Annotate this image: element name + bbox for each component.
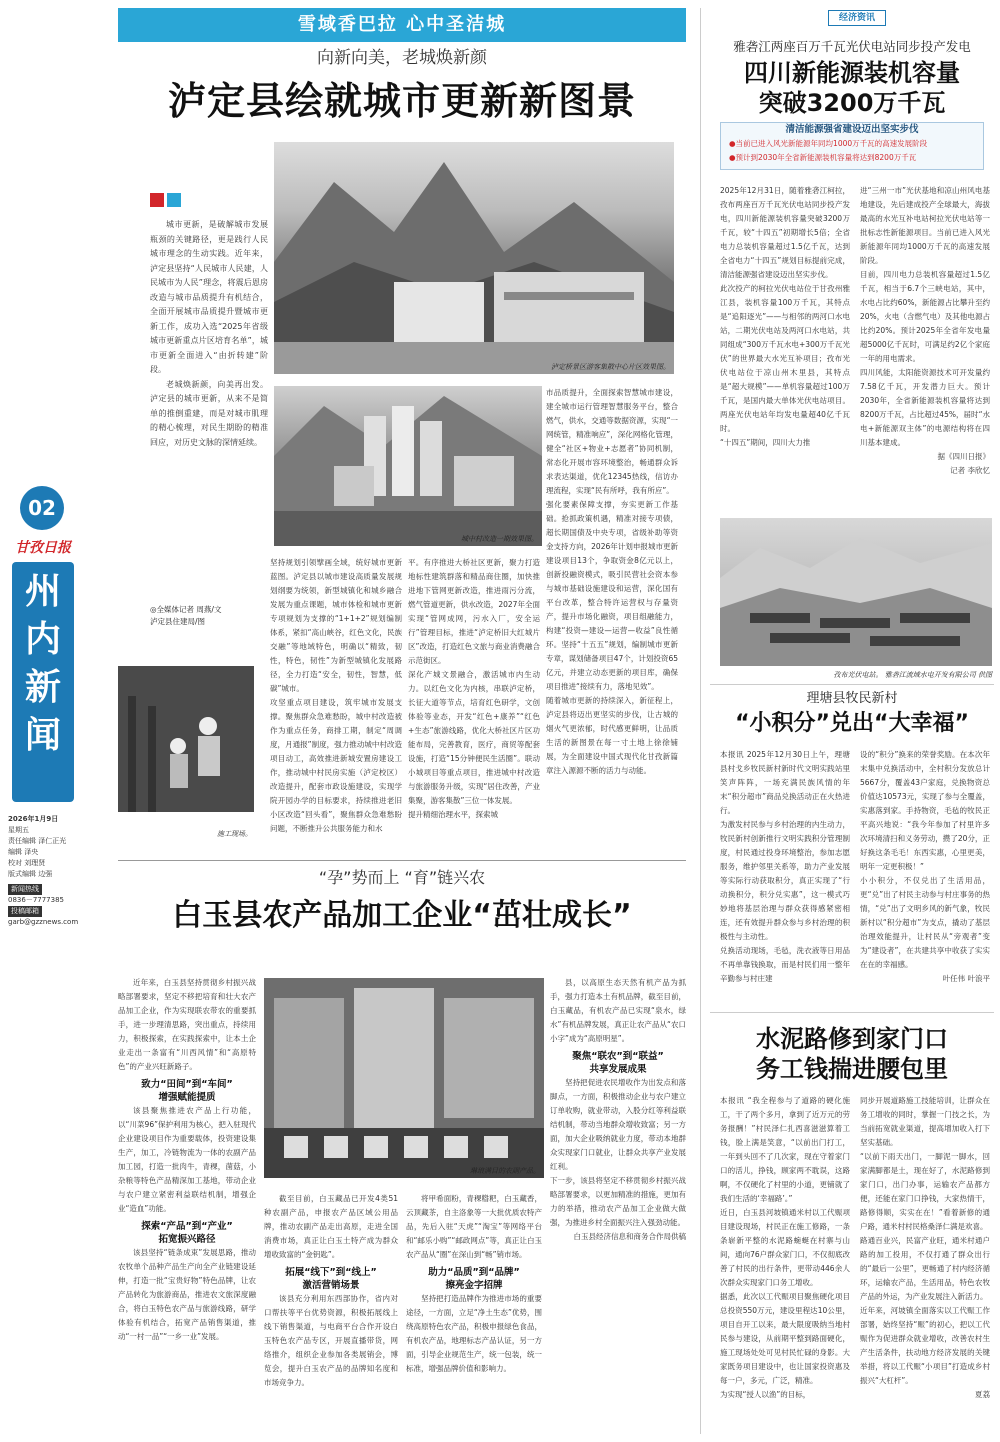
hotline: 0836－7777385 [8,896,64,904]
divider [710,1012,994,1013]
road-title: 水泥路修到家门口 [756,1025,948,1053]
lead-col-a: 坚持规划引领擘画全域，统好城市更新蓝图。泸定县以城市建设高质量发展规划纲要为统领，新型城镇化和城乡融合发展为重点课题，城市体检和城市更新专项规划为支撑的“1+1+2”规划编制体系，紧扣“高山峡谷，红色文化，民族交融”等地域特色，明确以“精致，韧性，特色，韧性”为新型城镇化发展路径，全力打造“安全，韧性，智慧，低碳”城市。 攻坚重点项目建设，筑牢城市发展支撑。聚焦群众急难愁盼，城中村改造被作为重点任务，商排工期，制定“周调度，月通报”制度，强力推动城中村改造项目动工，高效推进新城安置房建设工作，推动城中村民房实施（泸定校区）改造提升，配套市政设施建设，实现学院开园办学的目标要求，持续推进老旧小区改造“回头看”，聚焦群众急难愁盼问题，不断推升公共服务能力和水 [270,558,402,833]
divider [118,860,686,861]
blue-tag [167,193,181,207]
subhead: 共享发展成果 [589,1064,647,1075]
town-render-illustration [274,142,674,374]
bottom-col-a: 近年来，白玉县坚持贯彻乡村振兴战略部署要求，坚定不移把培育和壮大农产品加工企业，作为实现联农带农的重要抓手，进一步理清思路，突出重点，持续用力，积极探索，在实践探索中，让本土企业走出一条富有“川西风情”和“高原特色”的产业兴旺新路子。 致力“田间”到“车间” 增强赋能提质 该县聚焦推进农产品上行功能，以“川菜96”保护利用为核心，把入驻现代企业建设项目作为重要载体，投资建设集生产，加工，冷链物流为一体的农副产品加工园，打造一批肉牛，青稞，菌菇，小杂粮等特色产品精深加工基地，带动企业与农户建立紧密利益联结机制，增强企业“造血”功能。 探索“产品”到“产业” 拓宽振兴路径 该县坚持“链条成束”发展思路，推动农牧单个品种产品生产向全产业链建设延伸，打造一批“宝贵好物”特色品牌，让农产品转化为旅游商品，推进农文旅深度融合，将白玉特色农产品与旅游线路，研学体验有机结合，拓宽产品销售渠道，推动“一村一品”“一乡一业”发展。 [118,978,256,1341]
photo-caption: 琳琅满目的农副产品。 [470,1167,540,1175]
red-tag [150,193,164,207]
energy-title: 四川新能源装机容量 [744,59,960,87]
email-label: 投稿邮箱 [8,906,42,917]
energy-kicker: 雅砻江两座百万千瓦光伏电站同步投产发电 [733,39,971,54]
litang-col-b: 设的“积分”换来的荣誉奖励。在本次年末集中兑换活动中，全村积分发放总计5667分，覆盖43户家庭，兑换物资总价值达10573元，实现了参与全覆盖，实惠落到家。手持物资，毛毡的牧民正平高兴地说：“我今年参加了村里许多次环境清扫和义务劳动，攒了20分，正好换这条毛毛！东西实惠，心里更美，明年一定更积极！” 小小积分，不仅兑出了生活用品，更“兑”出了村民主动参与村庄事务的热情，“兑”出了文明乡风的新气象，牧民新村以“积分超市”为支点，撬动了基层治理效能提升，让村民从“旁观者”变为“建设者”，在共建共享中收获了实实在在的幸福感。 叶任伟 叶浪平 [860,750,990,983]
section-char-4: 闻 [24,715,61,756]
editor-line: 校对 刘理贤 [8,859,46,867]
subhead: 拓展“线下”到“线上” [285,1267,377,1278]
solar-station-illustration [720,518,992,666]
lead-title: 泸定县绘就城市更新新图景 [167,79,636,123]
energy-sub-banner: 清洁能源强省建设迈出坚实步伐 ●当前已进入风光新能源年同均1000万千瓦的高速发展阶段 ●预计到2030年全省新能源装机容量将达到8200万千瓦 [720,122,984,170]
column-tag: 经济资讯 [828,10,886,26]
hotline-label: 新闻热线 [8,884,42,895]
lead-col-c: 市品质提升，全面探索智慧城市建设，建全城市运行管理智慧服务平台，整合燃气，供水，交通等数据资源，实现“一网统管，精准响应”，深化网格化管理，健全“社区+物业+志愿者”协同机制，常态化开展市容环境整治，畅通群众诉求表达渠道，优化12345热线，信访办理流程，实现“民有所呼，我有所应”。 强化要素保障支撑，夯实更新工作基础。抢抓政策机遇，精准对接专项债，超长期国债及中央专项，省级补助等资金支持方向，2026年计划申报城市更新建设项目13个，争取资金8亿元以上，创新投融资模式，吸引民营社会资本参与城市基础设施建设和运营，深化国有平台改革，整合特许运营权与存量资产，提升市场化融资，项目组融能力，构建“投资—建设—运营—收益”良性循环。坚持“十五五”规划，编制城市更新专章，谋划储备项目47个，计划投资65亿元，并建立动态更新的项目库，确保项目推进“接续有力，落地见效”。 随着城市更新的持续深入，新征程上，泸定县将迈出更坚实的步伐，让古城的烟火气更浓郁，时代感更鲜明，让品质生活的新图景在每一寸土地上徐徐铺展，为全面建设中国式现代化甘孜新篇章注入源源不断的活力与动能。 [546,388,678,775]
energy-title-2: 突破3200万千瓦 [758,89,946,117]
road-col-a: 本报讯 “我全程参与了道路的硬化施工，干了两个多月，拿到了近万元的劳务报酬！”村民泽仁扎西喜滋滋算着工钱，脸上满是笑意，“以前出门打工，一年到头回不了几次家，现在守着家门口的活儿，挣钱，顾家两不耽误，这路啊，不仅硬化了村里的小道，更铺就了我们生活的‘幸福路’。” 近日，白玉县河坡镇通米村以工代赈项目建设现场，村民正在施工修路，一条条崭新平整的水泥路蜿蜒在村寨与山间，通向76户群众家门口，不仅彻底改善了村民的出行条件，更带动446余人次群众实现家门口务工增收。 据悉，此次以工代赈项目聚焦硬化项目总投资550万元，建设里程达10公里，项目自开工以来，最大限度吸纳当地村民参与建设，从前期平整到路面硬化，施工现场处处可见村民忙碌的身影。大家既务项目建设中，也让国家投资惠及每一户，多元，广泛，精准。 为实现“授人以渔”的目标， [720,1096,850,1399]
bottom-subtitle: “孕”势而上 “育”链兴农 [318,868,486,887]
bottom-col-b: 截至目前，白玉藏品已开发4类51种农副产品，申报农产品区域公用品牌，推动农副产品走出高原，走进全国消费市场，真正让白玉土特产成为群众增收致富的“金钥匙”。 拓展“线下”到“线上” 激活营销场景 该县充分利用东西部协作，省内对口帮扶等平台优势资源，积极拓展线上线下销售渠道，与电商平台合作开设白玉特色农产品专区，开展直播带货，网络推介，组织企业参加各类展销会，博览会，提升白玉农产品的品牌知名度和市场竞争力。 [264,1194,398,1387]
issue-date: 2026年1月9日 [8,815,59,823]
editor-line: 责任编辑 泽仁正光 [8,837,67,845]
city-towers-illustration [274,386,542,546]
bottom-col-c: 将甲希面粉，青稞糌粑，白玉藏香，云顶藏茶，自主洛象等一大批优质农特产品，先后入驻“天虎”“淘宝”等网络平台和“邮乐小购”“邮政网点”等，真正让白玉农产品从“圈”在深山到“畅”销市场。 助力“品质”到“品牌” 擦亮金字招牌 坚持把打造品牌作为推进市场的重要途径，一方面，立足“净土生态”优势，围绕高原特色农产品，积极申报绿色食品，有机农产品，地理标志产品认证，另一方面，引导企业规范生产，统一包装，统一标准，增强品牌价值和影响力。 [406,1194,542,1373]
section-name [12,562,74,802]
editor-line: 编辑 泽央 [8,848,39,856]
column-divider [700,8,701,1434]
subhead: 致力“田间”到“车间” [141,1079,233,1090]
subhead: 拓宽振兴路径 [158,1234,216,1245]
paper-name: 甘孜日报 [15,540,71,556]
section-char-3: 新 [24,667,61,708]
bottom-title: 白玉县农产品加工企业“茁壮成长” [172,898,632,933]
red-blue-tags [150,193,184,211]
litang-kicker: 理塘县牧民新村 [806,691,898,706]
subhead: 激活营销场景 [302,1280,360,1291]
litang-col-a: 本报讯 2025年12月30日上午，理塘县村戈乡牧民新村新时代文明实践站里笑声阵阵，一场充满民族风情的年末“积分超市”商品兑换活动正在火热进行。 为激发村民参与乡村治理的内生动力，牧民新村创新推行文明实践积分管理制度，村民通过投身环境整治，参加志愿服务，维护邻里关系等，助力产业发展等实际行动获取积分，真正实现了“行动换积分，积分兑实惠”，这一模式巧妙地将基层治理与群众获得感紧密相连，还有效提升群众参与乡村治理的积极性与主动性。 兑换活动现场，毛毡，洗衣液等日用品不再单靠钱换取，而是村民们用一整年辛勤参与村庄建 [720,750,850,983]
photo-caption: 城中村改造一期效果图。 [461,535,538,543]
photo-caption: 施工现场。 [217,830,252,838]
road-title-2: 务工钱揣进腰包里 [756,1055,948,1083]
litang-title: “小积分”兑出“大幸福” [735,711,969,736]
construction-photo [118,666,254,812]
issue-weekday: 星期五 [8,826,29,834]
construction-illustration [118,666,254,812]
road-col-b: 同步开展道路施工技能培训，让群众在务工增收的同时，掌握一门技之长，为当前拓宽就业渠道，提高增加收入打下坚实基础。 “以前下雨天出门，一脚泥一脚水，回家满脚都是土，现在好了，水泥路修到家门口，出门办事，运输农产品都方便，还能在家门口挣钱，大家热情干，路修得顺，实实在在！”看着新修的通户路，通米村村民格桑泽仁满是欢喜。 路通百业兴，民富产业旺，通米村通户路的加工投用，不仅打通了群众出行的“最后一公里”，更畅通了村内经济循环，运输农产品，生活用品，特色农牧产品的外运，为产业发展注入新活力。 近年来，河坡镇全面落实以工代赈工作部署，始终坚持“赈”的初心，把以工代赈作为促进群众就业增收，改善农村生产生活条件，扶动地方经济发展的关键举措，将以工代赈“小项目”打造成乡村振兴“大杠杆”。 夏荔 [860,1096,990,1399]
lead-intro: 城市更新，是破解城市发展瓶颈的关键路径，更是践行人民城市理念的生动实践。近年来，泸定县坚持“人民城市人民建，人民城市为人民”理念，将震后恩房改造与城市品质提升有机结合，全面开展城市品质提升暨城市更新工作，成功入选“2025年省级城市更新重点片区培育名单”，城市更新全面进入“由折转建”阶段。 老城焕新颜，向美再出发。泸定县的城市更新，从来不是简单的推倒重建，而是对城市肌理的精心梳理，对民生期盼的精准回应，对历史文脉的深情延续。 [150,220,268,447]
lead-col-b: 平。有序推进大桥社区更新，聚力打造地标性建筑群落和精品商住圈，加快推进地下管网更新改造，推进雨污分流，燃气管道更新，供水改造，2027年全面实现“管网成网，污水入厂，安全运行”管理目标，推进“泸定桥旧大红城片区”改造，打造红色文旅与商业消费融合示范街区。 深化产城文景融合，激活城市内生动力。以红色文化为内核，串联泸定桥，长征大道等节点，培育红色研学，文创体验等业态，开发“红色+康养”“红色+生态”旅游线路，优化大桥社区片区功能布局，完善教育，医疗，商贸等配套设施，打造“15分钟便民生活圈”。联动小城项目等重点项目，推进城中村改造与旅游服务升级，实现“居住改善，产业集聚，游客集散”三位一体发展。 提升精细治理水平，探索城 [408,558,540,819]
page-number-badge: 02 [20,486,64,530]
section-banner: 雪域香巴拉 心中圣洁城 [118,8,686,42]
section-char-1: 州 [24,571,61,612]
solar-station-photo [720,518,992,666]
city-towers-photo [274,386,542,546]
email: garb@gzznews.com [8,918,79,926]
products-photo [264,978,544,1178]
energy-col-a: 2025年12月31日，随着雅砻江柯拉，孜布两座百万千瓦光伏电站同步投产发电，四川新能源装机容量突破3200万千瓦，较“十四五”初期增长5倍；全省电力总装机容量超过1.5亿千瓦，达到全省电力“十四五”规划目标提前完成，清洁能源强省建设迈出坚实步伐。 此次投产的柯拉光伏电站位于甘孜州雅江县，装机容量100万千瓦，其特点是“追阳逐光”——与相邻的两河口水电站，二期光伏电站及两河口水电站，共同组成“300万千瓦水电+300万千瓦光伏”的世界最大水光互补项目；孜布光伏电站位于凉山州木里县，其特点是“超大规模”——单机容量超过100万千瓦，是国内最大单体光伏电站项目。两座光伏电站年均发电量超40亿千瓦时。 “十四五”期间，四川大力推 [720,186,850,447]
energy-col-b: 进“三州一市”光伏基地和凉山州风电基地建设，先后建成投产全球最大，海拔最高的水光互补电站柯拉光伏电站等一批标志性新能源项目。当前已进入风光新能源年同均1000万千瓦的高速发展阶段。 目前，四川电力总装机容量超过1.5亿千瓦，相当于6.7个三峡电站，其中，水电占比约60%，新能源占比攀升至约20%，火电（含燃气电）及其他电源占比约20%。预计2025年全省年发电量超5000亿千瓦时，可满足约2亿个家庭一年的用电需求。 四川风能，太阳能资源技术可开发量约7.58亿千瓦，开发潜力巨大。预计2030年，全省新能源装机容量将达到8200万千瓦，占比超过45%，届时“水电+新能源双主体”的电源结构将在四川基本建成。 据《四川日报》 记者 李欣忆 [860,186,990,475]
photo-caption: 孜布光伏电站。 雅砻江流域水电开发有限公司 供图 [833,671,992,679]
section-char-2: 内 [24,619,61,660]
town-render-photo [274,142,674,374]
lead-byline: ◎全媒体记者 周燕/文 泸定县住建局/图 [150,605,222,626]
subhead: 增强赋能提质 [158,1092,216,1103]
divider [710,684,994,685]
subhead: 探索“产品”到“产业” [141,1221,233,1232]
photo-caption: 泸定桥景区游客集散中心片区效果图。 [551,363,670,371]
subhead: 助力“品质”到“品牌” [428,1267,520,1278]
subhead: 擦亮金字招牌 [445,1280,503,1291]
editor-line: 版式编辑 边强 [8,870,53,878]
masthead-info [8,814,80,928]
products-illustration [264,978,544,1178]
subhead: 聚焦“联农”到“联益” [572,1051,664,1062]
bottom-col-d: 县，以高原生态天然有机产品为抓手，强力打造本土有机品牌，截至目前，白玉藏品，有机农产品已实现“泉水，绿水”有机品牌发展，真正让农产品从“农口小字”成为“高原明星”。 聚焦“联农”到“联益” 共享发展成果 坚持把促进农民增收作为出发点和落脚点，一方面，积极推动企业与农户建立订单收购，就业带动，入股分红等利益联结机制，带动当地群众增收致富；另一方面，加大企业吸纳就业力度，带动本地群众实现家门口就业，让群众共享产业发展红利。 下一步，该县将坚定不移贯彻乡村振兴战略部署要求，以更加精准的措施，更加有力的举措，推动农产品加工企业做大做强，为推进乡村全面振兴注入强劲动能。 白玉县经济信息和商务合作局供稿 [550,978,686,1241]
section-sidebar [8,486,78,958]
lead-subtitle: 向新向美，老城焕新颜 [317,48,487,68]
